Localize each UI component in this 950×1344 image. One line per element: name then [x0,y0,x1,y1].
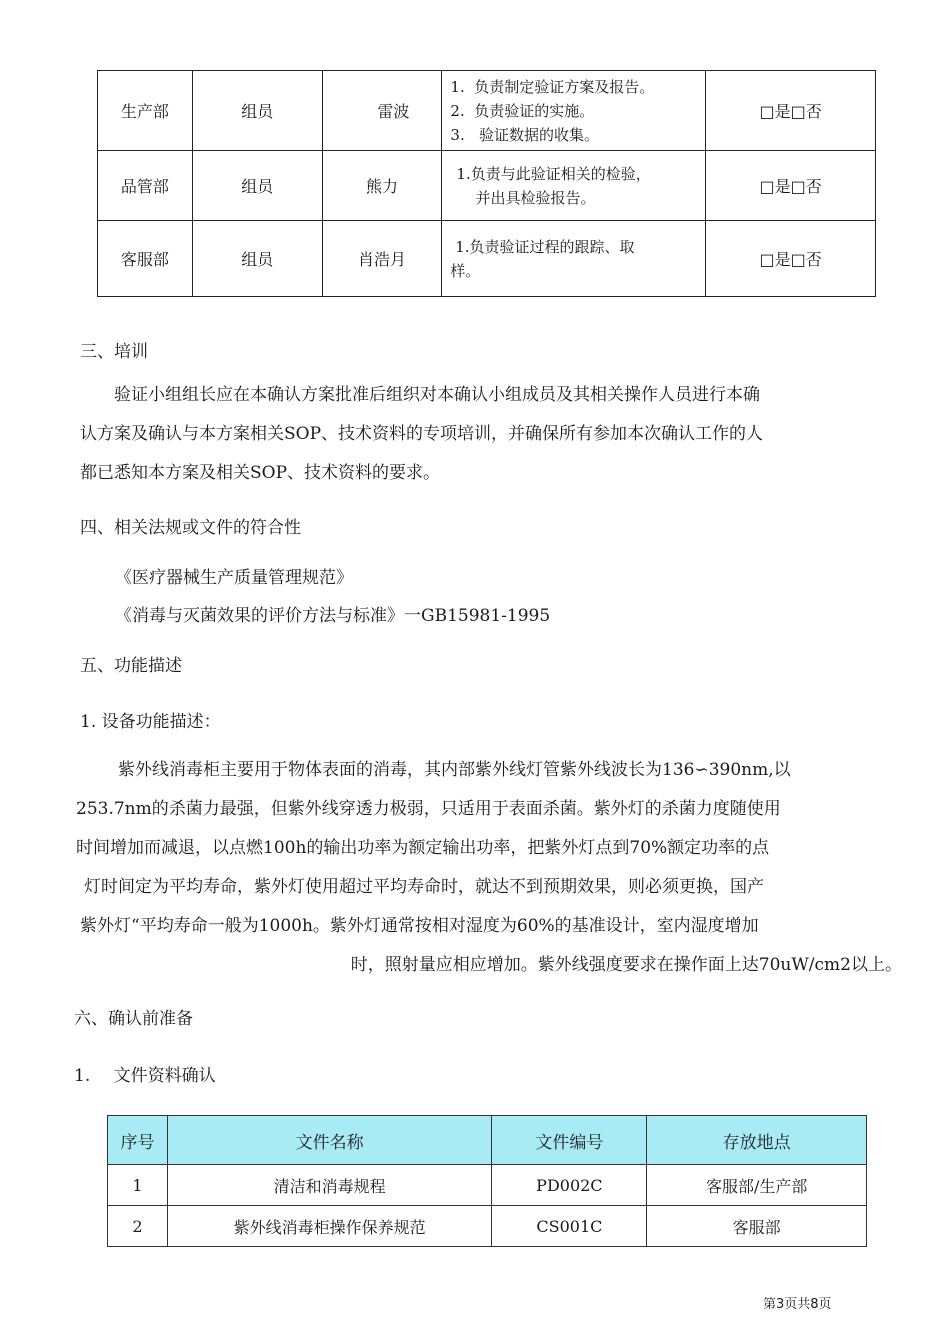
table-header-row [108,1116,867,1165]
role-cell: 组员 [192,151,322,221]
table-row [108,1165,867,1206]
paragraph-line: 时，照射量应相应增加。紫外线强度要求在操作面上达70uW/cm2以上。 [350,955,902,975]
paragraph-line: 验证小组组长应在本确认方案批准后组织对本确认小组成员及其相关操作人员进行本确 [114,385,760,405]
duty-line: 1. 负责制定验证方案及报告。 [450,77,655,96]
table-cell: 1 [108,1165,168,1206]
section-heading-function: 五、功能描述 [80,656,182,676]
column-header: 序号 [108,1116,168,1165]
table-row [108,1206,867,1247]
duty-cell [442,151,706,221]
documents-table [107,1115,867,1247]
column-header: 文件编号 [492,1116,647,1165]
paragraph-line: 紫外灯“平均寿命一般为1000h。紫外灯通常按相对湿度为60%的基准设计，室内湿度增加 [80,916,759,936]
paragraph-line: 紫外线消毒柜主要用于物体表面的消毒，其内部紫外线灯管紫外线波长为136∽390nm,以 [118,760,791,780]
page-number: 第3页共8页 [763,1297,832,1312]
sub-heading-number: 1. [74,1066,91,1086]
table-cell: 紫外线消毒柜操作保养规范 [167,1206,492,1247]
table-row [98,221,876,297]
duty-cell [442,71,706,151]
confirm-choice: □是□否 [706,71,876,151]
table-cell: 清洁和消毒规程 [167,1165,492,1206]
duty-line: 3. 验证数据的收集。 [450,125,600,144]
paragraph-line: 认方案及确认与本方案相关SOP、技术资料的专项培训，并确保所有参加本次确认工作的人 [80,424,764,444]
role-cell: 组员 [192,71,322,151]
confirm-choice: □是□否 [706,221,876,297]
sub-heading-device-function: 1. 设备功能描述： [80,712,221,732]
sub-heading-text: 文件资料确认 [113,1066,216,1086]
name-cell: 雷波 [322,71,442,151]
duty-line: 1.负责验证过程的跟踪、取 [450,237,635,256]
column-header: 文件名称 [167,1116,492,1165]
table-row [98,71,876,151]
duty-cell [442,221,706,297]
name-cell: 肖浩月 [322,221,442,297]
section-heading-regulations: 四、相关法规或文件的符合性 [80,518,301,538]
paragraph-line: 灯时间定为平均寿命，紫外灯使用超过平均寿命时，就达不到预期效果，则必须更换，国产 [84,877,764,897]
regulation-item: 《医疗器械生产质量管理规范》 [115,568,353,588]
section-heading-training: 三、培训 [80,342,148,362]
paragraph-line: 都已悉知本方案及相关SOP、技术资料的要求。 [80,463,441,483]
table-cell: CS001C [492,1206,647,1247]
role-cell: 组员 [192,221,322,297]
duty-line: 样。 [450,261,481,280]
table-cell: PD002C [492,1165,647,1206]
training-paragraph [80,376,910,493]
regulation-item: 《消毒与灭菌效果的评价方法与标准》一GB15981-1995 [115,606,551,626]
column-header: 存放地点 [647,1116,867,1165]
dept-cell: 品管部 [98,151,193,221]
sub-heading-document-check [74,1061,216,1086]
dept-cell: 生产部 [98,71,193,151]
paragraph-line: 时间增加而减退，以点燃100h的输出功率为额定输出功率，把紫外灯点到70%额定功率的点 [76,838,770,858]
dept-cell: 客服部 [98,221,193,297]
table-cell: 2 [108,1206,168,1247]
table-row [98,151,876,221]
table-cell: 客服部/生产部 [647,1165,867,1206]
duty-line: 1.负责与此验证相关的检验， [456,164,651,183]
confirm-choice: □是□否 [706,151,876,221]
table-cell: 客服部 [647,1206,867,1247]
duty-line: 2. 负责验证的实施。 [450,101,595,120]
name-cell: 熊力 [322,151,442,221]
duty-line: 并出具检验报告。 [456,188,596,207]
function-paragraph [76,751,902,985]
section-heading-preparation: 六、确认前准备 [74,1009,193,1029]
paragraph-line: 253.7nm的杀菌力最强，但紫外线穿透力极弱，只适用于表面杀菌。紫外灯的杀菌力度随使用 [76,799,781,819]
team-table [97,70,876,297]
